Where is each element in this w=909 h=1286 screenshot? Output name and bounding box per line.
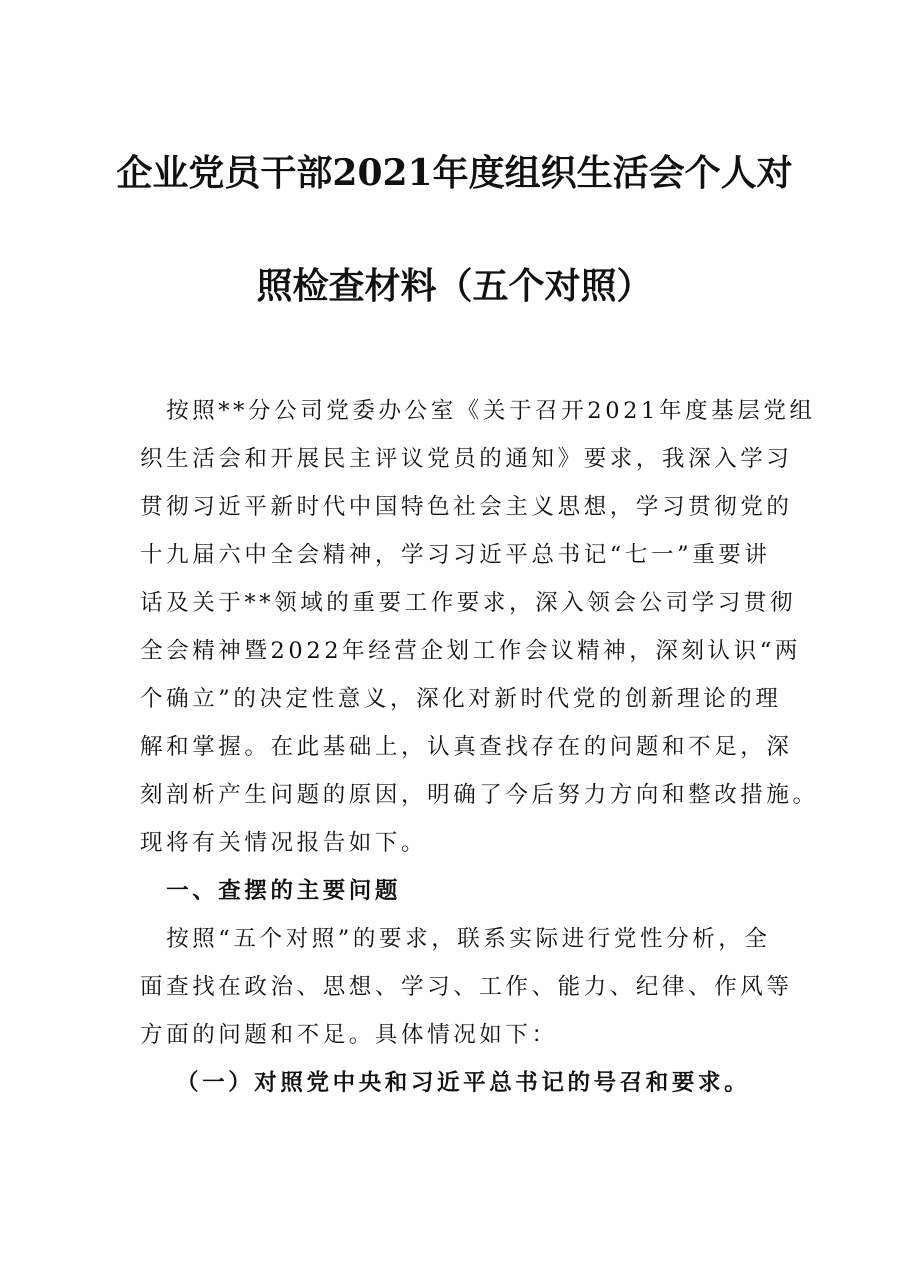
section-line: 方面的问题和不足。具体情况如下： bbox=[140, 1022, 558, 1048]
document-title-line-1: 企业党员干部2021年度组织生活会个人对 bbox=[116, 152, 793, 194]
intro-line: 全会精神暨2022年经营企划工作会议精神，深刻认识“两 bbox=[140, 638, 801, 664]
section-line: 按照“五个对照”的要求，联系实际进行党性分析，全 bbox=[140, 926, 771, 952]
section-line: 面查找在政治、思想、学习、工作、能力、纪律、作风等 bbox=[140, 974, 793, 1000]
subsection-heading: （一）对照党中央和习近平总书记的号召和要求。 bbox=[176, 1070, 751, 1096]
intro-line: 十九届六中全会精神，学习习近平总书记“七一”重要讲 bbox=[140, 542, 771, 568]
intro-line: 个确立”的决定性意义，深化对新时代党的创新理论的理 bbox=[140, 686, 782, 712]
intro-line: 刻剖析产生问题的原因，明确了今后努力方向和整改措施。 bbox=[140, 782, 819, 808]
intro-line: 贯彻习近平新时代中国特色社会主义思想，学习贯彻党的 bbox=[140, 494, 793, 520]
intro-line: 解和掌握。在此基础上，认真查找存在的问题和不足，深 bbox=[140, 734, 793, 760]
intro-line: 现将有关情况报告如下。 bbox=[140, 830, 428, 856]
intro-line: 按照**分公司党委办公室《关于召开2021年度基层党组 bbox=[140, 398, 816, 424]
document-title-line-2: 照检查材料（五个对照） bbox=[256, 265, 653, 307]
section-heading: 一、查摆的主要问题 bbox=[140, 878, 402, 904]
intro-line: 织生活会和开展民主评议党员的通知》要求，我深入学习 bbox=[140, 446, 793, 472]
intro-line: 话及关于**领域的重要工作要求，深入领会公司学习贯彻 bbox=[140, 590, 797, 616]
